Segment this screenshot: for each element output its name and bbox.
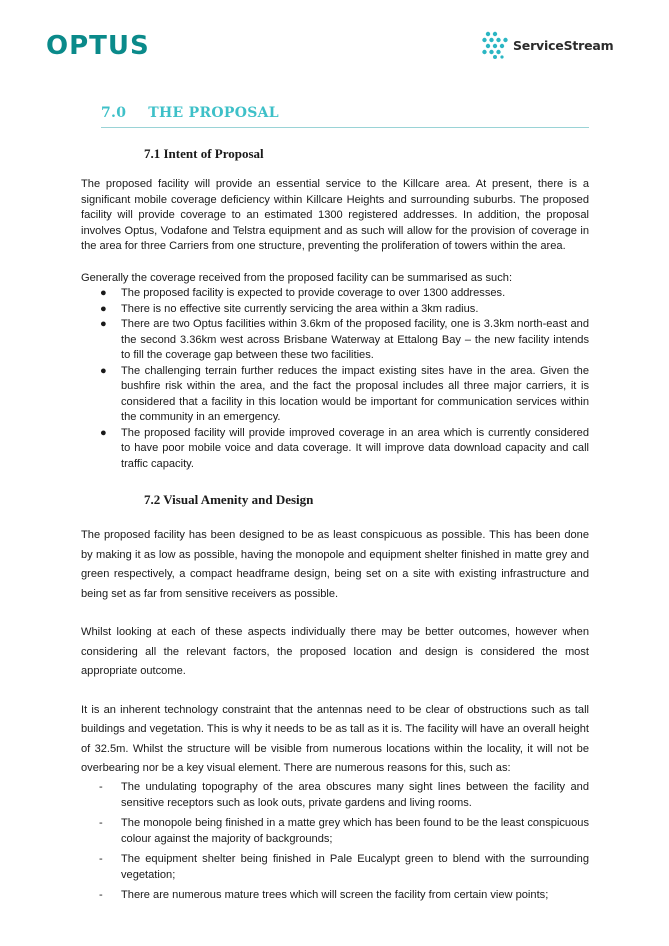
servicestream-mark-icon (481, 31, 509, 59)
dash-marker: - (99, 888, 103, 901)
bullet-icon: ● (100, 318, 107, 330)
list-item-text: The challenging terrain further reduces the impact existing sites have in the area. Given the bushfire risk within the area, and the fact the proposal includes all three major carriers, it is considered that a facility in this location would be important for communication services within the community in an emergency. (121, 364, 589, 423)
list-item-text: The proposed facility will provide improved coverage in an area which is currently considered to have poor mobile voice and data coverage. It will improve data download capacity and call traffic capacity. (121, 426, 589, 470)
dash-marker: - (99, 852, 103, 865)
servicestream-logo (481, 31, 613, 59)
list-item (99, 851, 589, 884)
visual-paragraph-2: Whilst looking at each of these aspects individually there may be better outcomes, however when considering all the relevant factors, the proposed location and design is considered the most appropriate outcome. (81, 626, 589, 677)
servicestream-wordmark: ServiceStream (513, 37, 614, 53)
intent-summary-intro: Generally the coverage received from the proposed facility can be summarised as such: (81, 271, 513, 284)
list-item (99, 887, 589, 904)
list-item-text: The proposed facility is expected to provide coverage to over 1300 addresses. (121, 287, 506, 299)
list-item-text: There are two Optus facilities within 3.6km of the proposed facility, one is 3.3km north-east and the second 3.36km west across Brisbane Waterway at Ettalong Bay – the new facility intends to fill the coverage gap between these two facilities. (121, 318, 589, 361)
section-title: THE PROPOSAL (148, 105, 279, 121)
section-number: 7.0 (101, 105, 127, 121)
bullet-icon: ● (100, 302, 107, 315)
bullet-icon: ● (100, 287, 107, 299)
list-item-text: The equipment shelter being finished in Pale Eucalypt green to blend with the surrounding vegetation; (121, 852, 589, 881)
list-item (100, 317, 589, 364)
list-item (99, 779, 589, 812)
page-header (0, 0, 669, 90)
list-item (100, 364, 589, 426)
visual-paragraph-1: The proposed facility has been designed to be as least conspicuous as possible. This has been done by making it as low as possible, having the monopole and equipment shelter finished in matte grey and green respectively, a compact headframe design, being set on a site with existing infrastructure and being set as far from sensitive receivers as possible. (81, 529, 589, 600)
optus-logo: OPTUS (46, 31, 150, 61)
list-item (100, 426, 589, 473)
visual-dash-list (99, 779, 589, 904)
dash-marker: - (99, 780, 103, 793)
dash-marker: - (99, 816, 103, 829)
list-item-text: There are numerous mature trees which will screen the facility from certain view points; (121, 888, 549, 901)
list-item-text: The undulating topography of the area obscures many sight lines between the facility and sensitive receptors such as look outs, private gardens and living rooms. (121, 780, 589, 809)
visual-paragraph-3: It is an inherent technology constraint that the antennas need to be clear of obstructions such as tall buildings and vegetation. This is why it needs to be as tall as it is. The facility will have an overall height of 32.5m. Whilst the structure will be visible from numerous locations within the locality, it will not be overbearing nor be a key visual element. There are numerous reasons for this, such as: (81, 703, 589, 774)
subheading-intent: 7.1 Intent of Proposal (144, 146, 264, 161)
coverage-bullet-list (100, 286, 589, 472)
bullet-icon: ● (100, 364, 107, 377)
list-item (100, 286, 589, 302)
list-item-text: There is no effective site currently servicing the area within a 3km radius. (121, 302, 479, 315)
section-heading (101, 105, 589, 128)
list-item (99, 815, 589, 848)
bullet-icon: ● (100, 426, 107, 439)
list-item (100, 302, 589, 318)
list-item-text: The monopole being finished in a matte grey which has been found to be the least conspicuous colour against the majority of backgrounds; (121, 816, 589, 845)
document-body (81, 105, 589, 903)
subheading-visual: 7.2 Visual Amenity and Design (144, 492, 314, 507)
intent-paragraph: The proposed facility will provide an essential service to the Killcare area. At present, there is a significant mobile coverage deficiency within Killcare Heights and surrounding suburbs. The proposed facility will provide coverage to an estimated 1300 registered addresses. In addition, the proposal involves Optus, Vodafone and Telstra equipment and as such will allow for the provision of coverage in the area for three Carriers from one structure, preventing the proliferation of towers within the area. (81, 178, 589, 252)
